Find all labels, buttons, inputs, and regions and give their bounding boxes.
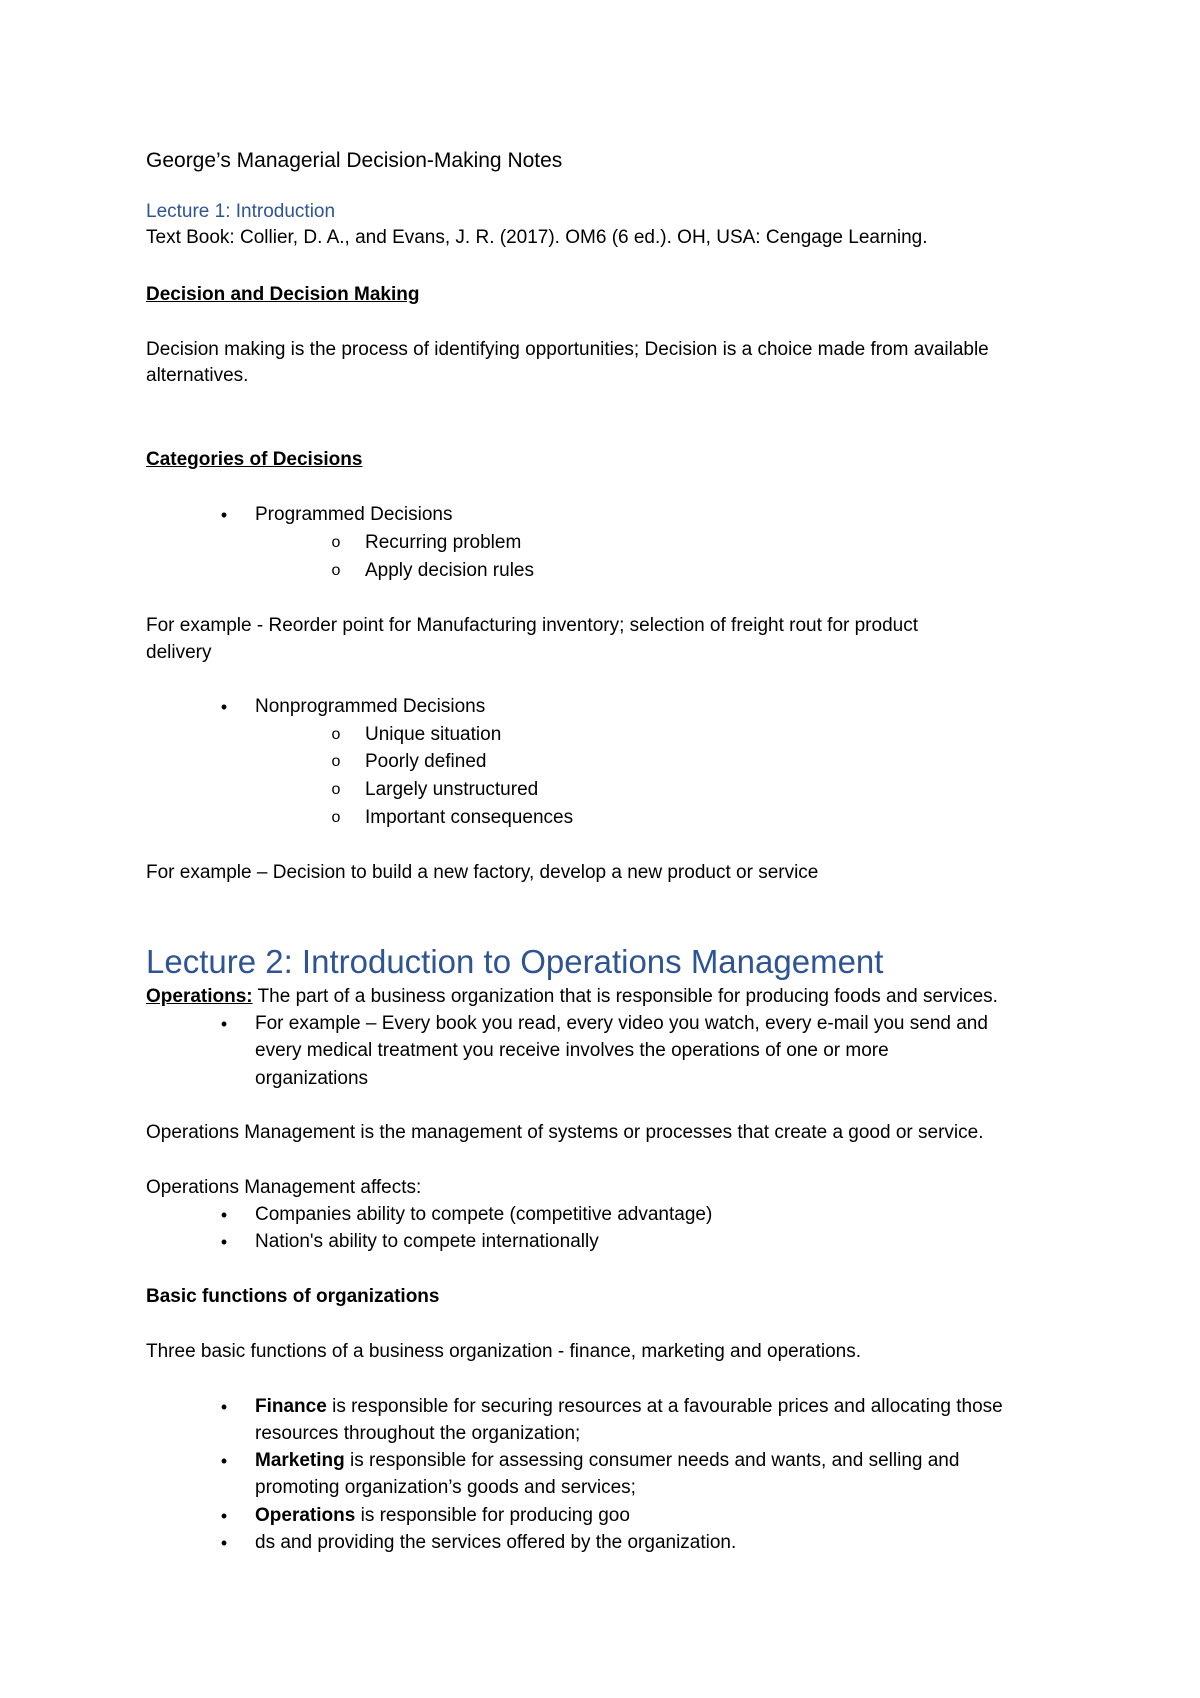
- marketing-line-2: promoting organization’s goods and services;: [255, 1477, 636, 1498]
- programmed-decisions-label: Programmed Decisions: [255, 504, 453, 525]
- textbook-citation: Text Book: Collier, D. A., and Evans, J. R. (2017). OM6 (6 ed.). OH, USA: Cengage Learning.: [146, 227, 928, 248]
- bullet-icon: •: [220, 697, 228, 717]
- three-functions-text: Three basic functions of a business organization - finance, marketing and operations.: [146, 1341, 862, 1362]
- bullet-icon: •: [220, 1232, 228, 1252]
- document-title: George’s Managerial Decision-Making Notes: [146, 149, 563, 172]
- sub-bullet-icon: o: [331, 534, 341, 551]
- bullet-icon: •: [220, 1205, 228, 1225]
- sub-bullet-icon: o: [331, 562, 341, 579]
- example1-line-2: delivery: [146, 642, 212, 663]
- sub-bullet-icon: o: [331, 753, 341, 770]
- nonprogrammed-item: Largely unstructured: [365, 779, 539, 800]
- om-affects-heading: Operations Management affects:: [146, 1177, 422, 1198]
- bullet-icon: •: [220, 1014, 228, 1034]
- operations-function-term: Operations: [255, 1505, 356, 1526]
- operations-term: Operations:: [146, 986, 253, 1007]
- categories-heading: Categories of Decisions: [146, 449, 363, 470]
- finance-line-2: resources throughout the organization;: [255, 1423, 581, 1444]
- example2: For example – Decision to build a new factory, develop a new product or service: [146, 862, 819, 883]
- lecture2-heading: Lecture 2: Introduction to Operations Management: [146, 943, 884, 980]
- bullet-icon: •: [220, 1451, 228, 1471]
- om-affects-item: Nation's ability to compete internationally: [255, 1231, 599, 1252]
- example1-line-1: For example - Reorder point for Manufacturing inventory; selection of freight rout for product: [146, 615, 918, 636]
- sub-bullet-icon: o: [331, 809, 341, 826]
- programmed-item: Recurring problem: [365, 532, 522, 553]
- nonprogrammed-item: Important consequences: [365, 807, 574, 828]
- om-affects-item: Companies ability to compete (competitive advantage): [255, 1204, 713, 1225]
- sub-bullet-icon: o: [331, 726, 341, 743]
- lecture1-heading: Lecture 1: Introduction: [146, 201, 336, 222]
- programmed-item: Apply decision rules: [365, 560, 534, 581]
- operations-definition-text: The part of a business organization that is responsible for producing foods and services.: [252, 986, 998, 1007]
- bullet-icon: •: [220, 505, 228, 525]
- decision-definition-line-2: alternatives.: [146, 365, 249, 386]
- ops-example-line-3: organizations: [255, 1068, 369, 1089]
- sub-bullet-icon: o: [331, 781, 341, 798]
- ops-example-line-2: every medical treatment you receive involves the operations of one or more: [255, 1040, 889, 1061]
- nonprogrammed-item: Unique situation: [365, 724, 502, 745]
- marketing-term: Marketing: [255, 1450, 345, 1471]
- bullet-icon: •: [220, 1506, 228, 1526]
- operations-function-text: is responsible for producing goo: [355, 1505, 630, 1526]
- nonprogrammed-decisions-label: Nonprogrammed Decisions: [255, 696, 486, 717]
- operations-definition: [146, 984, 998, 1010]
- marketing-text: is responsible for assessing consumer needs and wants, and selling and: [344, 1450, 960, 1471]
- bullet-icon: •: [220, 1397, 228, 1417]
- basic-functions-heading: Basic functions of organizations: [146, 1286, 440, 1307]
- om-definition: Operations Management is the management of systems or processes that create a good or service.: [146, 1122, 984, 1143]
- finance-text: is responsible for securing resources at a favourable prices and allocating those: [326, 1396, 1003, 1417]
- bullet-icon: •: [220, 1533, 228, 1553]
- nonprogrammed-item: Poorly defined: [365, 751, 487, 772]
- ops-example-line-1: For example – Every book you read, every video you watch, every e-mail you send and: [255, 1013, 988, 1034]
- finance-term: Finance: [255, 1396, 327, 1417]
- decision-making-heading: Decision and Decision Making: [146, 284, 420, 305]
- marketing-line-1: [255, 1448, 959, 1474]
- operations-line-2: ds and providing the services offered by the organization.: [255, 1532, 737, 1553]
- decision-definition-line-1: Decision making is the process of identifying opportunities; Decision is a choice made from available: [146, 339, 989, 360]
- finance-line-1: [255, 1394, 1003, 1420]
- operations-line-1: [255, 1503, 630, 1529]
